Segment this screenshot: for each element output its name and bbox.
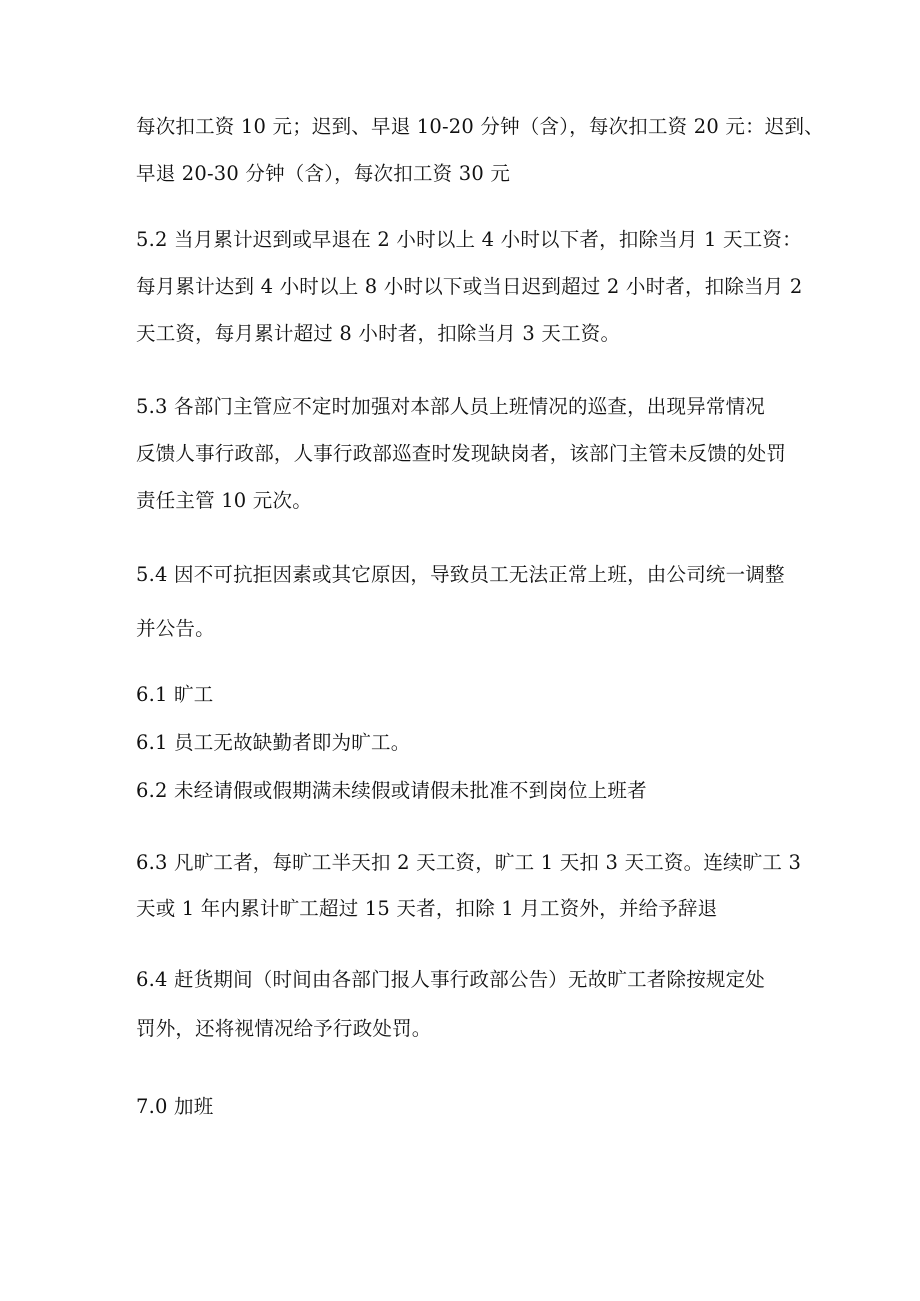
text-line: 天工资，每月累计超过 8 小时者，扣除当月 3 天工资。 bbox=[136, 322, 621, 345]
text-line: 天或 1 年内累计旷工超过 15 天者，扣除 1 月工资外，并给予辞退 bbox=[136, 897, 718, 920]
section-7-0-heading: 7.0 加班 bbox=[136, 1095, 214, 1118]
text-line: 责任主管 10 元次。 bbox=[136, 489, 312, 512]
section-6-2-line: 6.2 未经请假或假期满未续假或请假未批准不到岗位上班者 bbox=[136, 779, 647, 802]
section-6-1-line: 6.1 员工无故缺勤者即为旷工。 bbox=[136, 731, 411, 754]
section-6-3-line: 6.3 凡旷工者，每旷工半天扣 2 天工资，旷工 1 天扣 3 天工资。连续旷工 3 bbox=[136, 851, 802, 874]
section-6-1-heading: 6.1 旷工 bbox=[136, 683, 214, 706]
text-line: 每次扣工资 10 元；迟到、早退 10-20 分钟（含），每次扣工资 20 元：迟到、 bbox=[136, 115, 824, 138]
text-line: 早退 20-30 分钟（含），每次扣工资 30 元 bbox=[136, 162, 511, 185]
section-5-3-line: 5.3 各部门主管应不定时加强对本部人员上班情况的巡查，出现异常情况 bbox=[136, 395, 766, 418]
text-line: 罚外，还将视情况给予行政处罚。 bbox=[136, 1017, 432, 1040]
section-5-2-line: 5.2 当月累计迟到或早退在 2 小时以上 4 小时以下者，扣除当月 1 天工资： bbox=[136, 228, 802, 251]
section-5-4-line: 5.4 因不可抗拒因素或其它原因，导致员工无法正常上班，由公司统一调整 bbox=[136, 563, 785, 586]
text-line: 并公告。 bbox=[136, 617, 215, 640]
section-6-4-line: 6.4 赶货期间（时间由各部门报人事行政部公告）无故旷工者除按规定处 bbox=[136, 968, 766, 991]
text-line: 反馈人事行政部，人事行政部巡查时发现缺岗者，该部门主管未反馈的处罚 bbox=[136, 442, 787, 465]
text-line: 每月累计达到 4 小时以上 8 小时以下或当日迟到超过 2 小时者，扣除当月 2 bbox=[136, 275, 803, 298]
